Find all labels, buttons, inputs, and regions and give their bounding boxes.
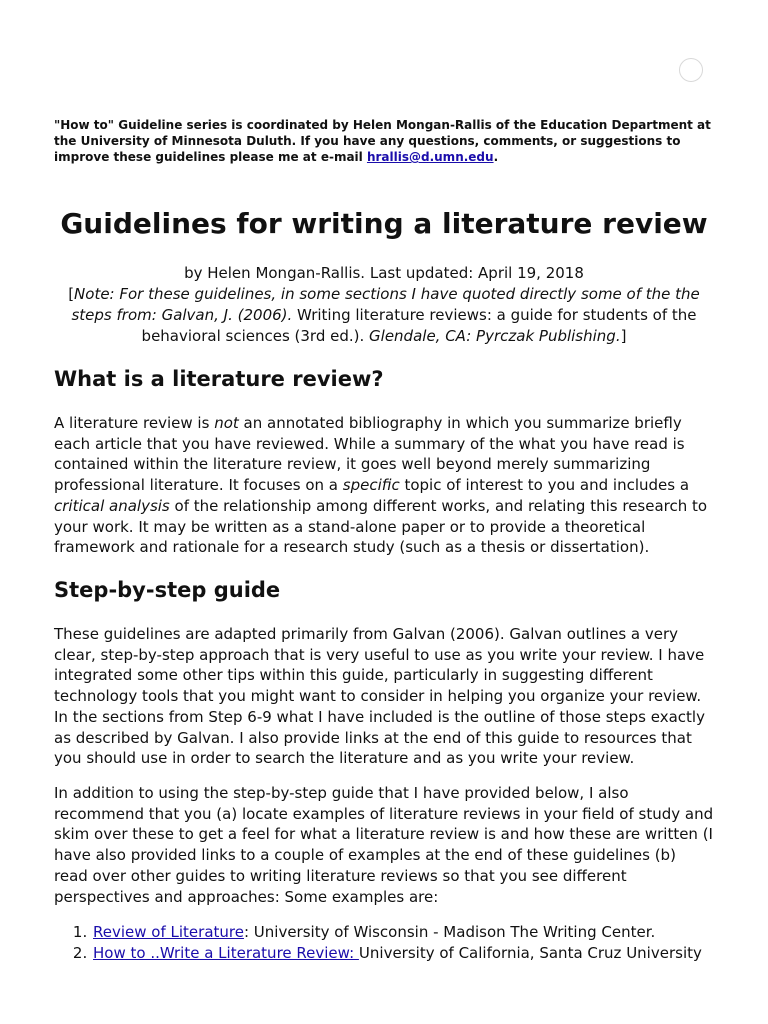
what-is-paragraph — [54, 413, 714, 558]
emphasis-critical-analysis: critical analysis — [54, 496, 170, 515]
emphasis-specific: specific — [342, 476, 400, 495]
section-heading-step-by-step: Step-by-step guide — [54, 578, 281, 602]
author-line: by Helen Mongan-Rallis. Last updated: April 19, 2018 — [184, 264, 584, 282]
review-of-literature-link[interactable]: Review of Literature — [93, 923, 244, 941]
series-notice — [54, 117, 714, 165]
list-item-text: University of California, Santa Cruz University — [358, 944, 702, 962]
examples-list — [54, 922, 714, 964]
note-close-bracket: ] — [620, 327, 627, 345]
list-item-text: : University of Wisconsin - Madison The Writing Center. — [243, 923, 656, 941]
note-open-bracket: [ — [68, 285, 75, 303]
circle-button[interactable] — [679, 58, 703, 82]
series-notice-end: . — [493, 150, 499, 164]
note-publisher: Glendale, CA: Pyrczak Publishing. — [369, 327, 621, 345]
page-title: Guidelines for writing a literature review — [60, 207, 708, 240]
list-item — [92, 922, 714, 943]
step-guide-paragraph-2: In addition to using the step-by-step guide that I have provided below, I also recommend that you (a) locate examples of literature reviews in your field of study and skim over these to get a feel for what a literature review is and how these are written (I have also provided links to a couple of examples at the end of these guidelines (b) read over other guides to writing literature reviews so that you see different perspectives and approaches: Some examples are: — [54, 784, 714, 906]
text-run: topic of interest to you and includes a — [399, 476, 690, 495]
how-to-write-link[interactable]: How to ..Write a Literature Review: — [93, 944, 359, 962]
step-guide-paragraph-1: These guidelines are adapted primarily from Galvan (2006). Galvan outlines a very clear, step-by-step approach that is very useful to use as you write your review. I have integrated some other tips within this guide, particularly in suggesting different technology tools that you might want to consider in helping you organize your review. In the sections from Step 6-9 what I have included is the outline of those steps exactly as described by Galvan. I also provide links at the end of this guide to resources that you should use in order to search the literature and as you write your review. — [54, 625, 705, 768]
note-book-title: Writing literature reviews: a guide for students of the behavioral sciences (3rd ed.). — [141, 306, 697, 345]
emphasis-not: not — [214, 414, 239, 432]
note-italic: Note: For these guidelines, in some sections I have quoted directly some of the the steps from: Galvan, J. (2006). — [71, 285, 700, 324]
source-note — [54, 284, 714, 347]
text-run: of the relationship among different works, and relating this research to your work. It may be written as a stand-alone paper or to provide a theoretical framework and rationale for a research study (such as a thesis or dissertation). — [54, 496, 708, 557]
email-link[interactable]: hrallis@d.umn.edu — [366, 150, 494, 164]
byline — [54, 263, 714, 347]
text-run: A literature review is — [54, 414, 215, 432]
list-item — [92, 943, 714, 964]
text-run: an annotated bibliography in which you summarize briefly each article that you have reviewed. While a summary of the what you have read is contained within the literature review, it goes well beyond merely summarizing professional literature. It focuses on a — [54, 414, 685, 495]
section-heading-what-is: What is a literature review? — [54, 367, 384, 391]
series-notice-text: "How to" Guideline series is coordinated by Helen Mongan-Rallis of the Education Department at the University of Minnesota Duluth. If you have any questions, comments, or suggestions to improve these guidelines please me at e-mail — [54, 118, 711, 164]
